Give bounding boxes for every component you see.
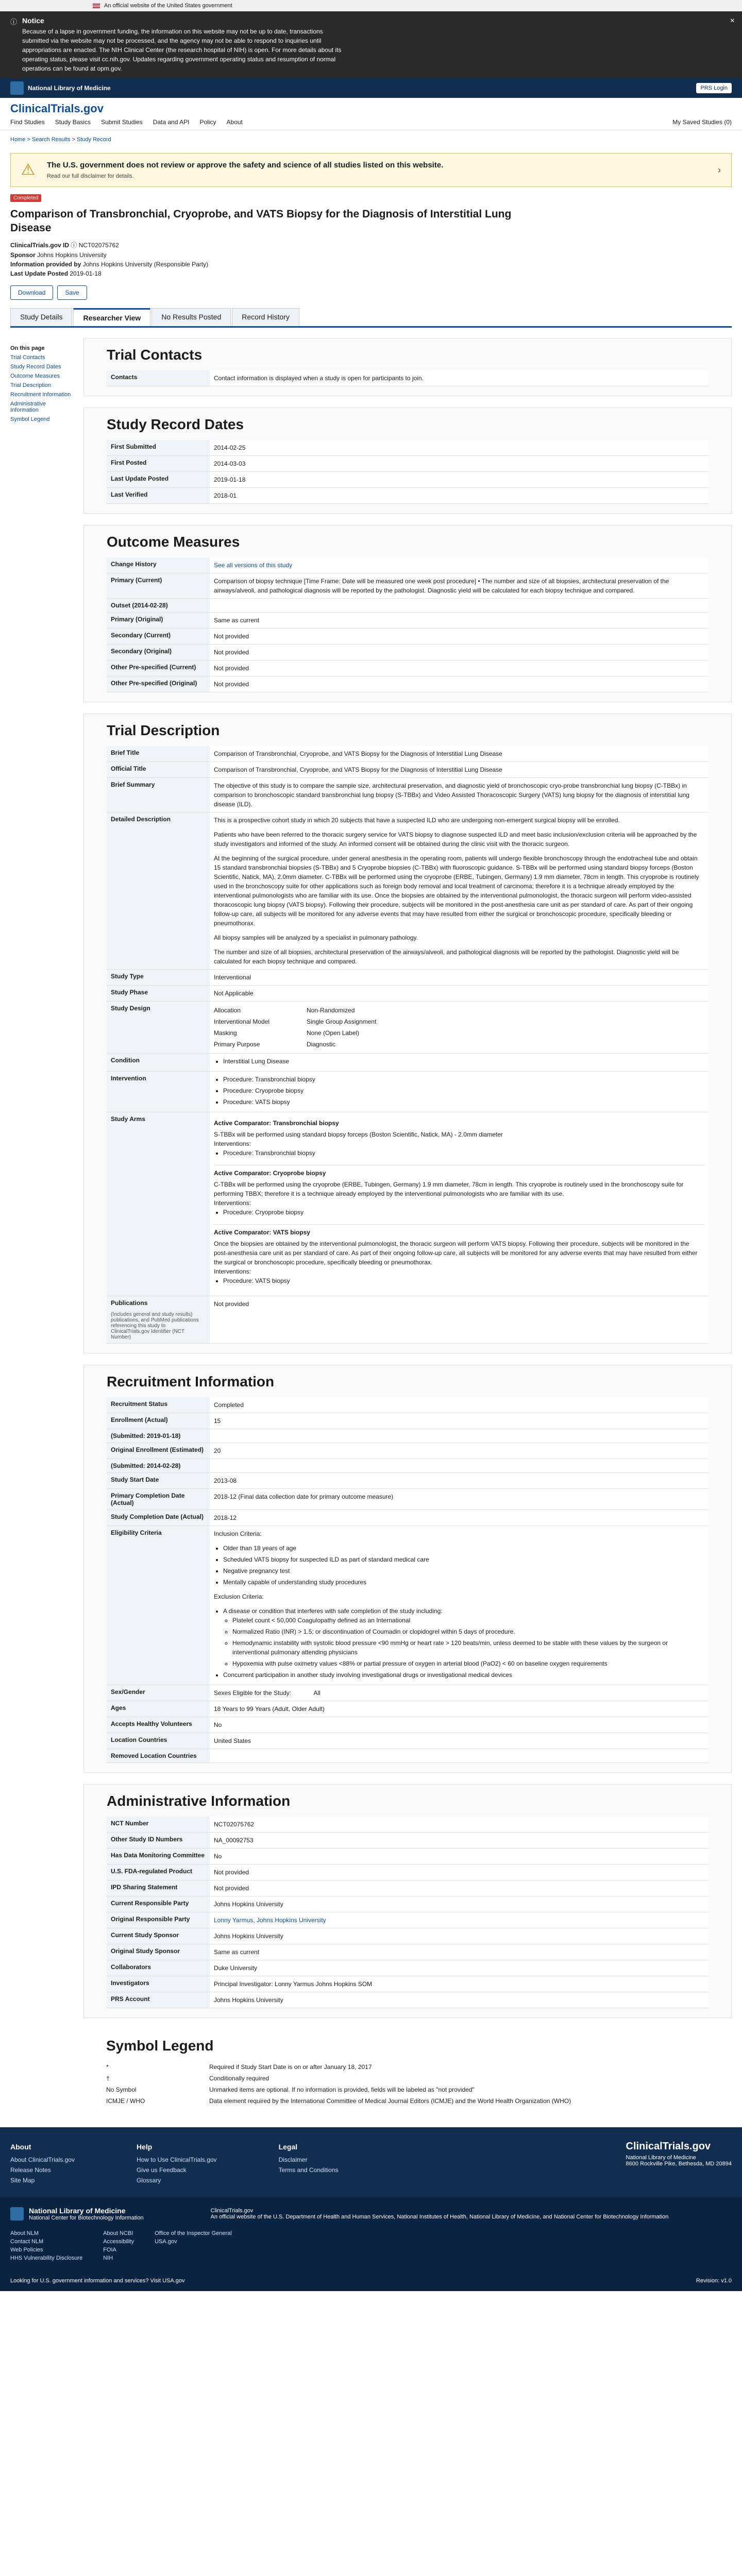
site-logo[interactable]: ClinicalTrials.gov [10,102,104,115]
nlm-logo-icon [10,81,24,95]
nav-study-basics[interactable]: Study Basics [55,118,91,126]
change-history-link[interactable]: See all versions of this study [210,557,709,573]
footer-link[interactable]: Web Policies [10,2246,43,2253]
arm-item: Active Comparator: Cryoprobe biopsy C-TBBx will be performed using the cryoprobe (ERBE, Tubingen, Germany) 1.9 mm diameter, 78cm in length. This cryoprobe is routinely used in the bronchoscopy suite for performing TBBX; therefore it is a technique already employed by the interventional pulmonologists who are familiar with its use. Interventions: • Procedure: Cryoprobe biopsy [214,1165,704,1225]
footer-link[interactable]: About NCBI [103,2230,133,2236]
footer-link[interactable]: Glossary [136,2176,161,2184]
save-button[interactable]: Save [57,285,87,300]
footer-link[interactable]: Terms and Conditions [278,2166,339,2174]
tab-no-results[interactable]: No Results Posted [151,308,231,326]
footer-link[interactable]: Accessibility [103,2238,134,2245]
main-content [83,338,732,2127]
section-heading: Trial Contacts [107,346,203,363]
footer-column: About About ClinicalTrials.gov Release Notes Site Map [10,2142,75,2184]
gov-banner-text: An official website of the United States government [104,3,232,9]
disclaimer-title: The U.S. government does not review or approve the safety and science of all studies listed on this website. [47,161,444,170]
site-header [0,98,742,130]
tab-record-history[interactable]: Record History [232,308,299,326]
arm-item: Active Comparator: Transbronchial biopsy S-TBBx will be performed using standard biopsy forceps (Boston Scientific, Natick, MA) - 2.0mm diameter Interventions: • Procedure: Transbronchial biopsy [214,1115,704,1165]
version-text: Revision: v1.0 [696,2277,732,2284]
trial-contacts-section: Trial Contacts Contacts Contact information is displayed when a study is open for participants to join. [83,338,732,396]
breadcrumb[interactable]: Home > Search Results > Study Record [10,137,111,143]
toc-item[interactable]: Outcome Measures [10,372,60,379]
toc-item[interactable]: Trial Description [10,382,52,388]
status-badge: Completed [10,194,41,202]
nav-submit-studies[interactable]: Submit Studies [101,118,143,126]
footer-link[interactable]: About NLM [10,2230,39,2236]
toc-item[interactable]: Trial Contacts [10,354,45,361]
tab-study-details[interactable]: Study Details [10,308,72,326]
nct-id-line: ClinicalTrials.gov ID ⓘ NCT02075762 [10,241,119,249]
footer-link[interactable]: Disclaimer [278,2156,308,2163]
warning-icon: ⚠ [21,161,35,178]
prs-login-button[interactable]: PRS Login [696,83,732,93]
safety-disclaimer[interactable] [10,153,732,187]
usa-gov-text[interactable]: Looking for U.S. government information and services? Visit USA.gov [10,2277,185,2284]
footer-link[interactable]: About ClinicalTrials.gov [10,2156,75,2163]
arm-item: Active Comparator: VATS biopsy Once the biopsies are obtained by the interventional pulmonologist, the thoracic surgeon will perform VATS biopsy. Following their procedure, subjects will be monitored in the post-anesthesia care unit as per standard of care. As part of their ongoing follow-up care, all subjects will be monitored for any adverse events that may have resulted from either the surgical or bronchoscopic procedure, specifically bleeding or pneumothorax. Interventions: • Procedure: VATS biopsy [214,1225,704,1293]
disclaimer-sub: Read our full disclaimer for details. [47,173,134,179]
section-heading: Study Record Dates [107,416,244,432]
section-heading: Recruitment Information [107,1373,275,1389]
footer-brand: ClinicalTrials.gov National Library of Medicine 8600 Rockville Pike, Bethesda, MD 20894 [626,2140,732,2167]
footer-link[interactable]: HHS Vulnerability Disclosure [10,2255,83,2261]
tab-bar [10,308,732,328]
footer-last [0,2273,742,2291]
nav-data-api[interactable]: Data and API [153,118,190,126]
footer-link[interactable]: Contact NLM [10,2238,44,2245]
footer-link[interactable]: How to Use ClinicalTrials.gov [136,2156,217,2163]
footer-link[interactable]: Give us Feedback [136,2166,187,2174]
admin-section: Administrative Information NCT Number NCT02075762 Other Study ID Numbers NA_00092753 Has Data Monitoring Committee No U.S. FDA-regulated Product Not provided IPD Sharing Statement Not provided Current Responsible Party Johns Hopkins University Original Responsible Party Lonny Yarmus, Johns Hopkins University Current Study Sponsor Johns Hopkins University Original Study Sponsor Same as current Collaborators Duke University Investigators Principal Investigator: Lonny Yarmus Johns Hopkins SOM PRS Account Johns Hopkins University [83,1784,732,2018]
chevron-right-icon: › [718,164,721,175]
toc-item[interactable]: Administrative Information [10,400,46,413]
info-icon[interactable]: ⓘ [71,241,77,249]
nav-about[interactable]: About [226,118,243,126]
section-heading: Administrative Information [107,1792,291,1809]
notice-title: Notice [22,16,44,25]
footer-link[interactable]: Office of the Inspector General [155,2230,232,2236]
gov-banner [0,0,742,11]
trial-description-section: Trial Description Brief Title Comparison of Transbronchial, Cryoprobe, and VATS Biopsy for the Diagnosis of Interstitial Lung Disease Official Title Comparison of Transbronchial, Cryoprobe, and VATS Biopsy for the Diagnosis of Interstitial Lung Disease Brief Summary The objective of this study is to compare the sample size, architectural preservation, and diagnostic yield of bronchoscopic cryo-probe transbronchial lung biopsy (C-TBBx) in comparison to bronchoscopic standard transbronchial lung biopsy (S-TBBx) and Video Assisted Thoracoscopic Surgery (VATS) lung biopsy for the diagnosis of interstitial lung disease (ILD). Detailed Description This is a prospective cohort study in which 20 subjects that have a suspected ILD who are undergoing non-emergent surgical biopsy will be enrolled. Patients who have been referred to the thoracic surgery service for VATS biopsy to diagnose suspected ILD and meet basic inclusion/exclusion criteria will be approached by the study investigators and informed of the study. An informed consent will be obtained during the clinic visit with the thoracic surgeon. At the beginning of the surgical procedure, under general anesthesia in the operating room, patients will undergo flexible bronchoscopy through the endotracheal tube and obtain 15 standard transbronchial biopsies (S-TBBx) and 5 Cryoprobe biopsies (C-TBBx) with fluoroscopic guidance. S-TBBx will be performed using standard biopsy forceps (Boston Scientific, Natick, MA), 2.0mm diameter. C-TBBx will be performed using the cryoprobe (ERBE, Tubingen, Germany) 1.9 mm diameter, 78cm in length. This cryoprobe is routinely used in the bronchoscopy suite for other applications such as foreign body removal and local treatment of carcinoma; therefore it is a technique already employed by the interventional pulmonologists who are familiar with its use. Once the biopsies are obtained by the interventional pulmonologist, the thoracic surgeon will perform video-assisted thoracoscopic lung biopsy (VATS biopsy). Following their procedure, subjects will be monitored in the post-anesthesia care unit as per standard of care. As part of their ongoing follow-up care, all subjects will be monitored for any adverse events that may have resulted from either the surgical or bronchoscopic procedure, specifically bleeding or pneumothorax. All biopsy samples will be analyzed by a specialist in pulmonary pathology. The number and size of all biopsies, architectural preservation of the airways/alveoli, and pathological diagnosis will be reported by the pathologist. Diagnostic yield will be calculated for each biopsy technique and compared. Study Type Interventional Study Phase Not Applicable Study Design Allocation Non-Randomized Interventional Model Single Group Assignment Masking None (Open Label) Primary Purpose Diagnostic Condition • Interstitial Lung Disease Intervention • Procedure: Transbronchial biopsy • Procedure: Cryoprobe biopsy • Procedure: VATS biopsy Study Arms Active Comparator: Transbronchial biopsy S-TBBx will be performed using standard biopsy forceps (Boston Scientific, Natick, MA) - 2.0mm diameter Interventions: • Procedure: Transbronchial biopsy Active Comparator: Cryoprobe biopsy C-TBBx will be performed using the cryoprobe (ERBE, Tubingen, Germany) 1.9 mm diameter, 78cm in length. This cryoprobe is routinely used in the bronchoscopy suite for performing TBBX; therefore it is a technique already employed by the interventional pulmonologists who are familiar with its use. Interventions: • Procedure: Cryoprobe biopsy Active Comparator: VATS biopsy Once the biopsies are obtained by the interventional pulmonologist, the thoracic surgeon will perform VATS biopsy. Following their procedure, subjects will be monitored in the post-anesthesia care unit as per standard of care. As part of their ongoing follow-up care, all subjects will be monitored for any adverse events that may have resulted from either the surgical or bronchoscopic procedure, specifically bleeding or pneumothorax. Interventions: • Procedure: VATS biopsy Publications (Includes general and study results) publications, and PubMed publications referencing this study to ClinicalTrials.gov Identifier (NCT Number) Not provided [83,714,732,1353]
nav-policy[interactable]: Policy [199,118,216,126]
footer-link[interactable]: USA.gov [155,2238,177,2245]
nlm-logo[interactable] [10,81,111,95]
section-heading: Outcome Measures [107,533,240,550]
footer-bottom: National Library of Medicine National Center for Biotechnology Information ClinicalTrials.gov An official website of the U.S. Department of Health and Human Services, National Institutes of Health, National Library of Medicine, and National Center for Biotechnology Information About NLM Contact NLM Web Policies HHS Vulnerability Disclosure About NCBI Accessibility FOIA NIH Office of the Inspector General USA.gov [0,2197,742,2273]
section-heading: Trial Description [107,722,220,738]
footer-nav [0,2127,742,2197]
last-update-line: Last Update Posted 2019-01-18 [10,269,102,277]
us-flag-icon [93,4,100,8]
footer-column: Legal Disclaimer Terms and Conditions [278,2142,339,2174]
nav-find-studies[interactable]: Find Studies [10,118,45,126]
toc-item[interactable]: Recruitment Information [10,391,71,398]
close-icon[interactable]: × [730,16,735,25]
download-button[interactable]: Download [10,285,53,300]
footer-link[interactable]: Release Notes [10,2166,51,2174]
symbol-legend-section: Symbol Legend * Required if Study Start Date is on or after January 18, 2017 † Conditionally required No Symbol Unmarked items are optional. If no information is provided, fields will be labeled as "not provided" ICMJE / WHO Data element required by the International Committee of Medical Journal Editors (ICMJE) and the World Health Organization (WHO) [83,2029,732,2116]
nlm-name: National Library of Medicine [28,84,111,92]
footer-link[interactable]: FOIA [103,2246,116,2253]
notice-banner [0,11,742,78]
toc-title: On this page [10,345,45,351]
contacts-value: Contact information is displayed when a study is open for participants to join. [210,370,709,386]
footer-column: Help How to Use ClinicalTrials.gov Give us Feedback Glossary [136,2142,217,2184]
study-title: Comparison of Transbronchial, Cryoprobe, and VATS Biopsy for the Diagnosis of Interstitial Lung Disease [10,208,512,234]
toc-item[interactable]: Study Record Dates [10,363,61,370]
info-icon: ⓘ [10,18,18,26]
main-nav [10,118,732,130]
page-toc [10,338,72,2127]
footer-link[interactable]: NIH [103,2255,113,2261]
tab-researcher-view[interactable]: Researcher View [73,308,150,326]
nlm-bar [0,78,742,98]
nlm-logo-icon [10,2207,24,2221]
sponsor-line: Sponsor Johns Hopkins University [10,251,107,259]
record-dates-section: Study Record Dates First Submitted 2014-02-25 First Posted 2014-03-03 Last Update Posted 2019-01-18 Last Verified 2018-01 [83,408,732,514]
section-heading: Symbol Legend [106,2037,214,2054]
footer-link[interactable]: Site Map [10,2176,35,2184]
recruitment-section: Recruitment Information Recruitment Status Completed Enrollment (Actual) 15 (Submitted: 2019-01-18) Original Enrollment (Estimated) 20 (Submitted: 2014-02-28) Study Start Date 2013-08 Primary Completion Date (Actual) 2018-12 (Final data collection date for primary outcome measure) Study Completion Date (Actual) 2018-12 Eligibility Criteria Inclusion Criteria: • Older than 18 years of age • Scheduled VATS biopsy for suspected ILD as part of standard medical care • Negative pregnancy test • Mentally capable of understanding study procedures Exclusion Criteria: • A disease or condition that interferes with safe completion of the study including: ◦ Platelet count < 50,000 Coagulopathy defined as an International ◦ Normalized Ratio (INR) > 1.5; or discontinuation of Coumadin or clopidogrel within 5 days of procedure. ◦ Hemodynamic instability with systolic blood pressure <90 mmHg or heart rate > 120 beats/min, unless deemed to be stable with these values by the surgeon or interventional pulmonary attending physicians ◦ Hypoxemia with pulse oximetry values <88% or partial pressure of oxygen in arterial blood (PaO2) < 60 on baseline oxygen requirements • Concurrent participation in another study involving investigational drugs or investigational medical devices Sex/Gender Sexes Eligible for the Study: All Ages 18 Years to 99 Years (Adult, Older Adult) Accepts Healthy Volunteers No Location Countries United States Removed Location Countries [83,1365,732,1773]
saved-studies-link[interactable]: My Saved Studies (0) [672,118,732,126]
info-provided-line: Information provided by Johns Hopkins University (Responsible Party) [10,260,209,268]
outcome-section: Outcome Measures Change History See all versions of this study Primary (Current) Comparison of biopsy technique [Time Frame: Date will be measured one week post procedure] • The number and size of all biopsies, architectural preservation of the airways/alveoli, and pathological diagnosis will be reported by the pathologist. Diagnostic yield will be calculated for each biopsy technique and compared. Outset (2014-02-28) Primary (Original) Same as current Secondary (Current) Not provided Secondary (Original) Not provided Other Pre-specified (Current) Not provided Other Pre-specified (Original) Not provided [83,525,732,702]
toc-item[interactable]: Symbol Legend [10,416,50,422]
notice-text: Because of a lapse in government funding, the information on this website may not be up to date, transactions submitted via the website may not be processed, and the agency may not be able to respond to inquiries until appropriations are enacted. The NIH Clinical Center (the research hospital of NIH) is open. For more details about its operating status, please visit cc.nih.gov. Updates regarding government operating status and resumption of normal operations can be found at opm.gov. [22,28,342,72]
